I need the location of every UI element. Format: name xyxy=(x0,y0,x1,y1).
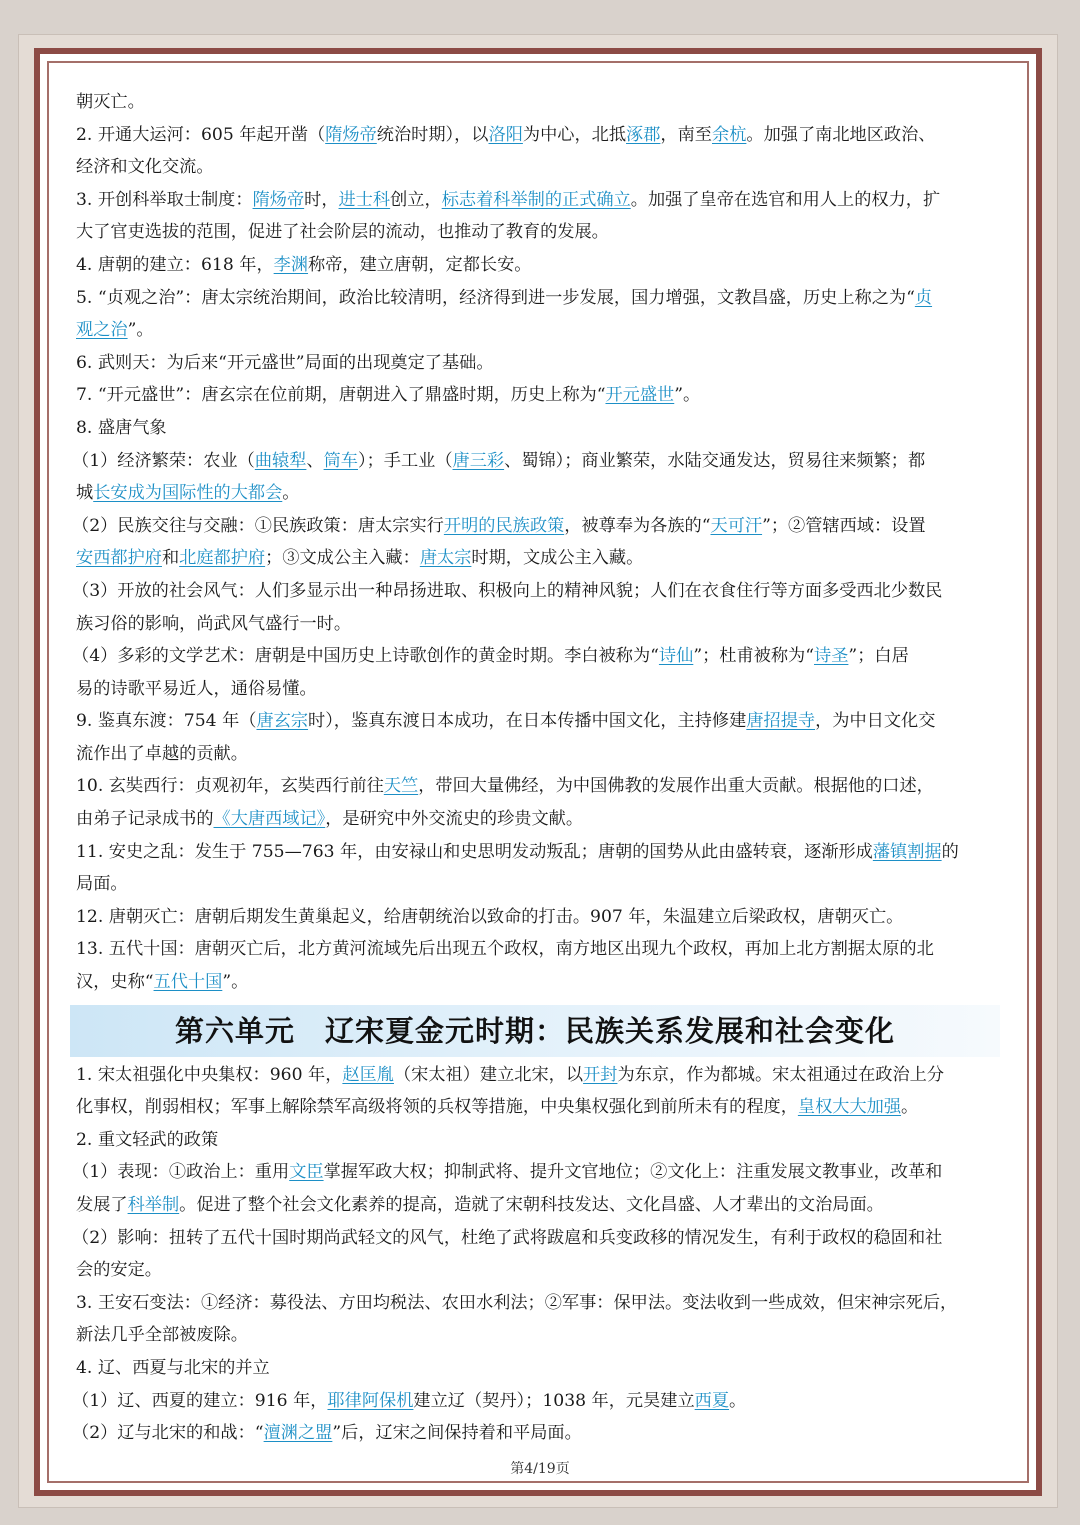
keyword: 筒车 xyxy=(323,450,358,471)
text: 7. “开元盛世”：唐玄宗在位前期，唐朝进入了鼎盛时期，历史上称为“ xyxy=(76,385,606,406)
text: 时），鉴真东渡日本成功，在日本传播中国文化，主持修建 xyxy=(308,711,747,732)
text: 。 xyxy=(282,483,300,504)
text: ”。 xyxy=(674,385,701,406)
text: （3）开放的社会风气：人们多显示出一种昂扬进取、积极向上的精神风貌；人们在衣食住行等方面多受西北少数民 xyxy=(72,580,943,601)
text: （2）辽与北宋的和战：“ xyxy=(72,1423,264,1444)
text: 。 xyxy=(729,1390,747,1411)
keyword: 曲辕犁 xyxy=(254,450,307,471)
keyword: 耶律阿保机 xyxy=(327,1390,414,1411)
keyword: 西夏 xyxy=(694,1390,730,1411)
keyword: 五代十国 xyxy=(153,972,223,993)
text-line xyxy=(76,282,1000,315)
text-line xyxy=(76,901,1000,934)
text-line xyxy=(72,575,1000,608)
keyword: 文臣 xyxy=(289,1162,324,1183)
keyword: 洛阳 xyxy=(488,124,523,145)
keyword: 诗圣 xyxy=(814,646,849,667)
text-line xyxy=(76,151,1000,184)
text: 10. 玄奘西行：贞观初年，玄奘西行前往 xyxy=(76,776,384,797)
keyword: 唐招提寺 xyxy=(746,711,816,732)
text-line xyxy=(76,705,1000,738)
keyword: 隋炀帝 xyxy=(252,189,305,210)
text: ，带回大量佛经，为中国佛教的发展作出重大贡献。根据他的口述， xyxy=(418,776,934,797)
text-line xyxy=(76,119,1000,152)
keyword: 开元盛世 xyxy=(605,385,675,406)
keyword: 《大唐西域记》 xyxy=(213,809,326,830)
text-line xyxy=(76,1319,1000,1352)
text: 、蜀锦）；商业繁荣，水陆交通发达，贸易往来频繁；都 xyxy=(504,450,926,471)
text: 8. 盛唐气象 xyxy=(76,417,167,438)
keyword: 天竺 xyxy=(383,776,419,797)
text: 创立， xyxy=(390,189,442,210)
text: （1）经济繁荣：农业（ xyxy=(72,450,255,471)
text: 。加强了皇帝在选官和用人上的权力，扩 xyxy=(630,189,941,210)
text: 易的诗歌平易近人，通俗易懂。 xyxy=(76,678,317,699)
keyword: 进士科 xyxy=(338,189,391,210)
text-line xyxy=(76,1091,1000,1124)
text-line xyxy=(76,314,1000,347)
text: 6. 武则天：为后来“开元盛世”局面的出现奠定了基础。 xyxy=(76,352,494,373)
text: （1）辽、西夏的建立：916 年， xyxy=(72,1390,328,1411)
text: 和 xyxy=(161,548,180,569)
text: 朝灭亡。 xyxy=(76,92,145,112)
text-line xyxy=(76,803,1000,836)
text-line xyxy=(76,1287,1000,1320)
keyword: 唐玄宗 xyxy=(256,711,309,732)
text-line xyxy=(76,542,1000,575)
text: 统治时期），以 xyxy=(376,124,489,145)
unit-title-banner xyxy=(70,1005,1000,1057)
text: ”。 xyxy=(127,320,154,341)
keyword: 涿郡 xyxy=(626,124,661,145)
text-line xyxy=(76,738,1000,771)
text-line xyxy=(72,510,1000,543)
text: 2. 开通大运河：605 年起开凿（ xyxy=(76,124,326,145)
text-line xyxy=(76,216,1000,249)
text-line xyxy=(76,966,1000,999)
text-line xyxy=(72,1385,1000,1418)
text-line xyxy=(76,836,1000,869)
text: 。加强了南北地区政治、 xyxy=(746,124,936,145)
keyword: 皇权大大加强 xyxy=(797,1097,902,1118)
text: （宋太祖）建立北宋，以 xyxy=(393,1064,584,1085)
keyword: 天可汗 xyxy=(710,515,763,536)
text: 为东京，作为都城。宋太祖通过在政治上分 xyxy=(617,1064,945,1085)
text: 3. 开创科举取士制度： xyxy=(76,189,253,210)
text: ”；②管辖西域：设置 xyxy=(762,515,926,536)
text-line xyxy=(76,379,1000,412)
text: ，是研究中外交流史的珍贵文献。 xyxy=(325,809,584,830)
text: 12. 唐朝灭亡：唐朝后期发生黄巢起义，给唐朝统治以致命的打击。907 年，朱温建立后梁政权，唐朝灭亡。 xyxy=(76,906,904,927)
text: 11. 安史之乱：发生于 755—763 年，由安禄山和史思明发动叛乱；唐朝的国势从此由盛转衰，逐渐形成 xyxy=(76,841,873,862)
text: ，被尊奉为各族的“ xyxy=(564,515,711,536)
text: （2）民族交往与交融：①民族政策：唐太宗实行 xyxy=(72,515,444,536)
text: 。促进了整个社会文化素养的提高，造就了宋朝科技发达、文化昌盛、人才辈出的文治局面。 xyxy=(179,1195,884,1215)
text: （2）影响：扭转了五代十国时期尚武轻文的风气，杜绝了武将跋扈和兵变政移的情况发生，有利于政权的稳固和社 xyxy=(72,1227,943,1248)
keyword: 唐三彩 xyxy=(452,450,505,471)
text: 时， xyxy=(304,189,339,210)
text: ，为中日文化交 xyxy=(815,711,936,732)
text: （1）表现：①政治上：重用 xyxy=(72,1162,290,1183)
text: 由弟子记录成书的 xyxy=(76,809,214,830)
text: 的 xyxy=(941,841,959,862)
text: ”；白居 xyxy=(848,646,909,667)
text: 为中心，北抵 xyxy=(522,124,627,145)
keyword: 贞 xyxy=(914,287,933,308)
keyword: 澶渊之盟 xyxy=(263,1423,333,1444)
text-line xyxy=(72,445,1000,478)
text: 、 xyxy=(306,450,324,471)
text: 9. 鉴真东渡：754 年（ xyxy=(76,711,257,732)
keyword: 开明的民族政策 xyxy=(443,515,565,536)
text: 建立辽（契丹）；1038 年，元昊建立 xyxy=(413,1390,695,1411)
text: 族习俗的影响，尚武风气盛行一时。 xyxy=(76,613,352,634)
text: 化事权，削弱相权；军事上解除禁军高级将领的兵权等措施，中央集权强化到前所未有的程度， xyxy=(76,1097,798,1118)
keyword: 安西都护府 xyxy=(76,548,162,569)
text-line xyxy=(76,1059,1000,1092)
text-line xyxy=(76,86,1000,119)
text: 会的安定。 xyxy=(76,1260,162,1281)
text-line xyxy=(76,184,1000,217)
unit-title: 第六单元 辽宋夏金元时期：民族关系发展和社会变化 xyxy=(174,1013,895,1048)
section-heading xyxy=(76,1124,1000,1157)
text: 汉，史称“ xyxy=(76,972,154,993)
text-line xyxy=(76,477,1000,510)
text-line xyxy=(76,347,1000,380)
text: 新法几乎全部被废除。 xyxy=(76,1325,248,1346)
section-heading xyxy=(76,1352,1000,1385)
text: ”；杜甫被称为“ xyxy=(693,646,815,667)
text: 经济和文化交流。 xyxy=(76,157,214,178)
text: 4. 辽、西夏与北宋的并立 xyxy=(76,1357,270,1378)
text-line xyxy=(76,868,1000,901)
text-line xyxy=(72,1222,1000,1255)
keyword: 李渊 xyxy=(273,254,309,275)
text: （4）多彩的文学艺术：唐朝是中国历史上诗歌创作的黄金时期。李白被称为“ xyxy=(72,646,659,667)
keyword: 开封 xyxy=(583,1064,618,1085)
text-line xyxy=(76,770,1000,803)
keyword: 唐太宗 xyxy=(419,548,472,569)
text: ，南至 xyxy=(660,124,712,145)
keyword: 余杭 xyxy=(712,124,747,145)
keyword: 赵匡胤 xyxy=(342,1064,394,1085)
text: ”后，辽宋之间保持着和平局面。 xyxy=(332,1423,582,1444)
text-line xyxy=(76,608,1000,641)
text: 1. 宋太祖强化中央集权：960 年， xyxy=(76,1064,343,1085)
text: 称帝，建立唐朝，定都长安。 xyxy=(308,254,532,275)
text-line xyxy=(76,673,1000,706)
page-number: 第4/19页 xyxy=(510,1461,570,1477)
keyword: 长安成为国际性的大都会 xyxy=(93,483,283,504)
keyword: 标志着科举制的正式确立 xyxy=(441,189,631,210)
text: 流作出了卓越的贡献。 xyxy=(76,743,248,764)
text: ）；手工业（ xyxy=(357,450,453,471)
text-line xyxy=(72,1417,1000,1450)
text: 13. 五代十国：唐朝灭亡后，北方黄河流域先后出现五个政权，南方地区出现九个政权，再加上北方割据太原的北 xyxy=(76,939,934,960)
document-body xyxy=(72,86,1000,1450)
keyword: 科举制 xyxy=(127,1195,180,1215)
text: 3. 王安石变法：①经济：募役法、方田均税法、农田水利法；②军事：保甲法。变法收到一些成效，但宋神宗死后， xyxy=(76,1292,958,1313)
text-line xyxy=(72,640,1000,673)
keyword: 藩镇割据 xyxy=(872,841,942,862)
text: 局面。 xyxy=(76,874,128,895)
text: ”。 xyxy=(222,972,249,993)
text: 掌握军政大权；抑制武将、提升文官地位；②文化上：注重发展文教事业，改革和 xyxy=(323,1162,943,1183)
keyword: 观之治 xyxy=(76,320,128,341)
text-line xyxy=(76,1254,1000,1287)
text: 大了官吏选拔的范围，促进了社会阶层的流动，也推动了教育的发展。 xyxy=(76,222,609,243)
keyword: 北庭都护府 xyxy=(179,548,266,569)
text: 4. 唐朝的建立：618 年， xyxy=(76,254,274,275)
text: 5. “贞观之治”：唐太宗统治期间，政治比较清明，经济得到进一步发展，国力增强，文教昌盛，历史上称之为“ xyxy=(76,287,915,308)
text-line xyxy=(76,933,1000,966)
text: 2. 重文轻武的政策 xyxy=(76,1129,219,1150)
keyword: 隋炀帝 xyxy=(325,124,377,145)
text: 城 xyxy=(76,483,94,504)
keyword: 诗仙 xyxy=(658,646,694,667)
text-line xyxy=(76,1189,1000,1222)
text: 时期，文成公主入藏。 xyxy=(471,548,644,569)
text: 。 xyxy=(901,1097,919,1118)
text-line xyxy=(72,1156,1000,1189)
text: ；③文成公主入藏： xyxy=(265,548,420,569)
text: 发展了 xyxy=(76,1195,128,1215)
section-heading xyxy=(76,412,1000,445)
text-line xyxy=(76,249,1000,282)
